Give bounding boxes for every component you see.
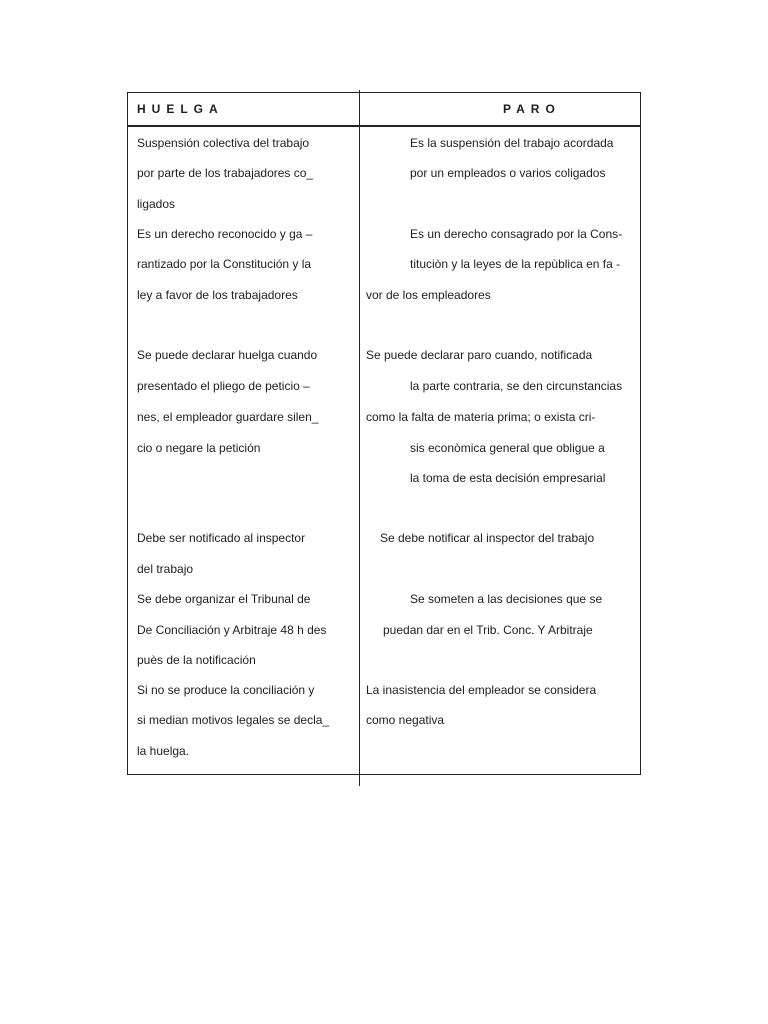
paro-line: como negativa (366, 713, 445, 727)
huelga-line: Debe ser notificado al inspector (137, 531, 306, 545)
paro-line: Se puede declarar paro cuando, notificada (366, 348, 593, 362)
paro-line: por un empleados o varios coligados (410, 166, 606, 180)
huelga-line: puès de la notificación (137, 653, 256, 667)
huelga-line: rantizado por la Constitución y la (137, 257, 312, 271)
huelga-line: por parte de los trabajadores co_ (137, 166, 314, 180)
huelga-line: presentado el pliego de peticio – (137, 379, 310, 393)
column-divider (359, 90, 360, 786)
paro-line: puedan dar en el Trib. Conc. Y Arbitraje (383, 623, 593, 637)
comparison-table (127, 92, 641, 775)
huelga-line: Se debe organizar el Tribunal de (137, 592, 311, 606)
paro-line: como la falta de materia prima; o exista cri- (366, 410, 596, 424)
header-rule (127, 125, 641, 127)
huelga-line: cio o negare la petición (137, 441, 261, 455)
huelga-line: ligados (137, 197, 176, 211)
paro-line: sis econòmica general que obligue a (410, 441, 605, 455)
header-paro: PARO (503, 102, 561, 116)
huelga-line: Suspensión colectiva del trabajo (137, 136, 310, 150)
huelga-line: del trabajo (137, 562, 194, 576)
header-huelga: HUELGA (137, 102, 224, 116)
huelga-line: nes, el empleador guardare silen_ (137, 410, 319, 424)
paro-line: Es la suspensión del trabajo acordada (410, 136, 614, 150)
huelga-line: Si no se produce la conciliación y (137, 683, 315, 697)
huelga-line: Se puede declarar huelga cuando (137, 348, 318, 362)
huelga-line: ley a favor de los trabajadores (137, 288, 298, 302)
paro-line: tituciòn y la leyes de la repùblica en fa - (410, 257, 621, 271)
paro-line: Es un derecho consagrado por la Cons- (410, 227, 623, 241)
paro-line: Se debe notificar al inspector del trabajo (380, 531, 595, 545)
huelga-line: De Conciliación y Arbitraje 48 h des (137, 623, 327, 637)
paro-line: la toma de esta decisión empresarial (410, 471, 606, 485)
huelga-line: si median motivos legales se decla_ (137, 713, 330, 727)
paro-line: Se someten a las decisiones que se (410, 592, 603, 606)
paro-line: vor de los empleadores (366, 288, 491, 302)
paro-line: la parte contraria, se den circunstancias (410, 379, 623, 393)
huelga-line: la huelga. (137, 744, 190, 758)
paro-line: La inasistencia del empleador se considera (366, 683, 597, 697)
huelga-line: Es un derecho reconocido y ga – (137, 227, 313, 241)
